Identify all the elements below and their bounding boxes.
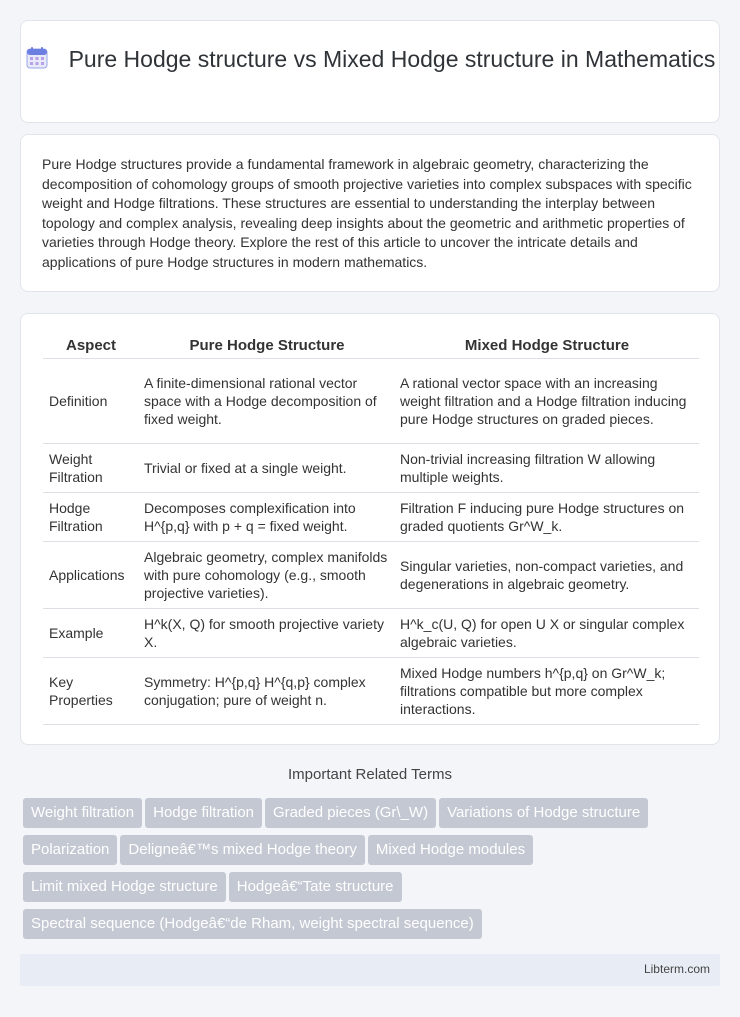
related-term-tag[interactable]: Polarization	[23, 835, 117, 865]
title-card	[20, 20, 720, 123]
table-header-row	[43, 333, 699, 359]
row-pure: H^k(X, Q) for smooth projective variety X.	[139, 609, 395, 658]
row-pure: Symmetry: H^{p,q} H^{q,p} complex conjugation; pure of weight n.	[139, 658, 395, 725]
related-terms-list	[23, 798, 713, 946]
row-aspect: Example	[43, 609, 139, 658]
table-row	[43, 609, 699, 658]
row-pure: Trivial or fixed at a single weight.	[139, 444, 395, 493]
related-term-tag[interactable]: Hodgeâ€“Tate structure	[229, 872, 402, 902]
related-term-tag[interactable]: Deligneâ€™s mixed Hodge theory	[120, 835, 364, 865]
table-row	[43, 542, 699, 609]
row-mixed: Singular varieties, non-compact varieties, and degenerations in algebraic geometry.	[395, 542, 699, 609]
related-term-tag[interactable]: Hodge filtration	[145, 798, 262, 828]
header-pure: Pure Hodge Structure	[139, 333, 395, 359]
page-title-wrap	[21, 45, 719, 74]
related-term-tag[interactable]: Spectral sequence (Hodgeâ€“de Rham, weight spectral sequence)	[23, 909, 482, 939]
header-mixed: Mixed Hodge Structure	[395, 333, 699, 359]
row-mixed: Filtration F inducing pure Hodge structures on graded quotients Gr^W_k.	[395, 493, 699, 542]
comparison-card	[20, 313, 720, 745]
table-row	[43, 359, 699, 444]
related-term-tag[interactable]: Variations of Hodge structure	[439, 798, 648, 828]
row-mixed: Mixed Hodge numbers h^{p,q} on Gr^W_k; filtrations compatible but more complex interactions.	[395, 658, 699, 725]
footer-site-link[interactable]: Libterm.com	[643, 962, 710, 976]
header-aspect: Aspect	[43, 333, 139, 359]
related-terms-title: Important Related Terms	[288, 766, 452, 783]
row-mixed: H^k_c(U, Q) for open U X or singular complex algebraic varieties.	[395, 609, 699, 658]
intro-card	[20, 134, 720, 292]
related-term-tag[interactable]: Graded pieces (Gr\_W)	[265, 798, 436, 828]
footer	[20, 954, 720, 986]
intro-paragraph: Pure Hodge structures provide a fundamental framework in algebraic geometry, characterizing the decomposition of cohomology groups of smooth projective varieties into complex subspaces with specific weight and Hodge filtrations. These structures are essential to understanding the interplay between topology and complex analysis, revealing deep insights about the geometric and arithmetic properties of varieties through Hodge theory. Explore the rest of this article to uncover the intricate details and applications of pure Hodge structures in modern mathematics.	[42, 156, 692, 270]
row-aspect: Applications	[43, 542, 139, 609]
row-mixed: Non-trivial increasing filtration W allowing multiple weights.	[395, 444, 699, 493]
calendar-icon	[25, 46, 49, 70]
row-aspect: Definition	[43, 359, 139, 444]
table-row	[43, 444, 699, 493]
row-pure: Algebraic geometry, complex manifolds with pure cohomology (e.g., smooth projective varieties).	[139, 542, 395, 609]
related-term-tag[interactable]: Weight filtration	[23, 798, 142, 828]
row-aspect: Key Properties	[43, 658, 139, 725]
related-term-tag[interactable]: Mixed Hodge modules	[368, 835, 533, 865]
row-pure: A finite-dimensional rational vector space with a Hodge decomposition of fixed weight.	[139, 359, 395, 444]
row-mixed: A rational vector space with an increasing weight filtration and a Hodge filtration inducing pure Hodge structures on graded pieces.	[395, 359, 699, 444]
row-pure: Decomposes complexification into H^{p,q} with p + q = fixed weight.	[139, 493, 395, 542]
comparison-table	[43, 333, 699, 725]
related-term-tag[interactable]: Limit mixed Hodge structure	[23, 872, 226, 902]
row-aspect: Weight Filtration	[43, 444, 139, 493]
table-row	[43, 493, 699, 542]
page-title: Pure Hodge structure vs Mixed Hodge structure in Mathematics	[68, 46, 716, 72]
table-row	[43, 658, 699, 725]
row-aspect: Hodge Filtration	[43, 493, 139, 542]
